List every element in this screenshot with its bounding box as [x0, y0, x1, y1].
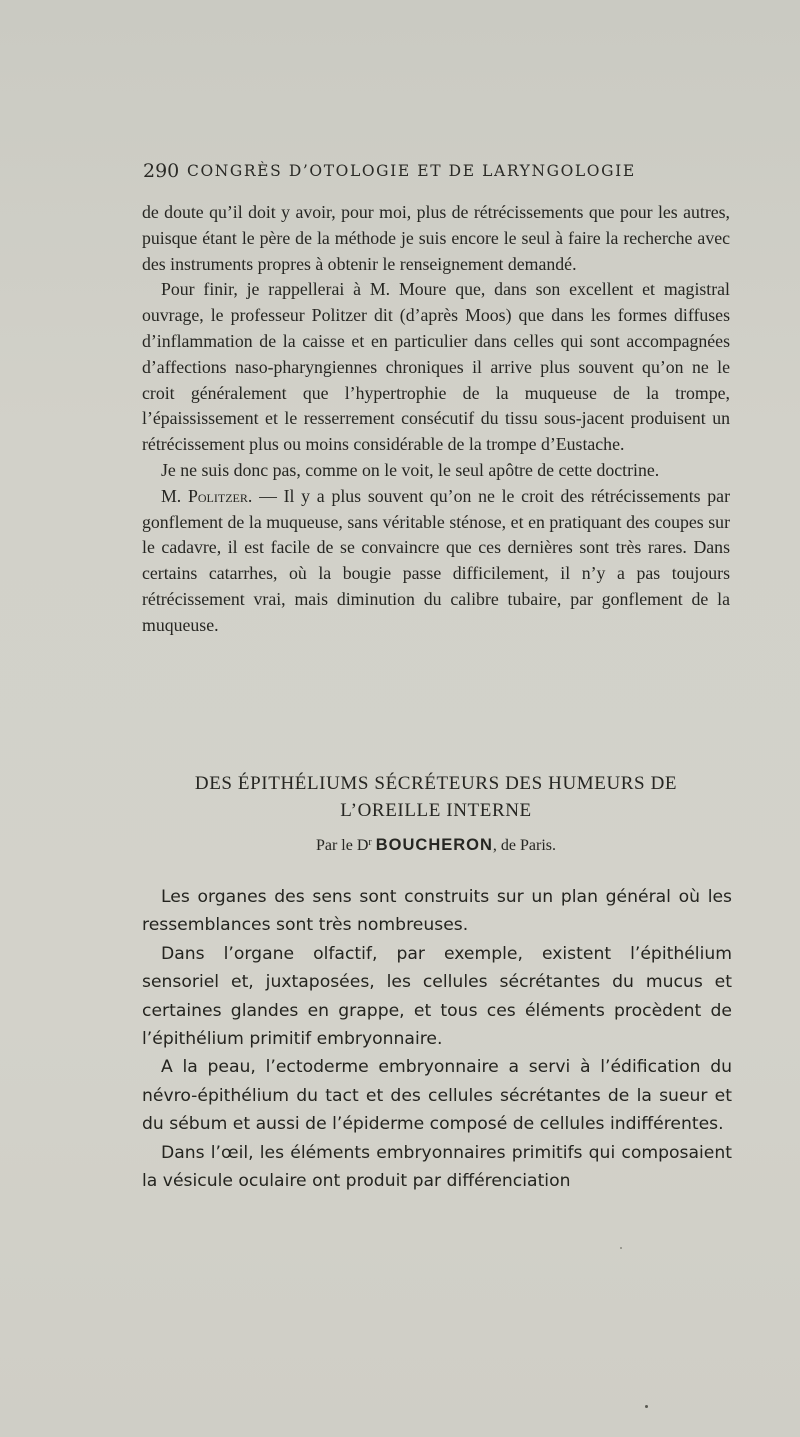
paragraph: A la peau, l’ectoderme embryonnaire a servi à l’édification du névro-épithélium du tact et des cellules sécrétantes de la sueur et du sébum et aussi de l’épiderme composé de cellules indifférentes.	[142, 1057, 732, 1135]
paragraph: de doute qu’il doit y avoir, pour moi, plus de rétrécissements que pour les autres, puisque étant le père de la méthode je suis encore le seul à faire la recherche avec des instruments propres à obtenir le renseignement demandé.	[142, 202, 730, 274]
paragraph: Les organes des sens sont construits sur un plan général où les ressemblances sont très nombreuses.	[142, 887, 732, 936]
paragraph: Pour finir, je rappellerai à M. Moure que, dans son excellent et magistral ouvrage, le professeur Politzer dit (d’après Moos) que dans les formes diffuses d’inflammation de la caisse et en particulier dans celles qui sont accompagnées d’affections naso-pharyngiennes chroniques il arrive plus souvent qu’on ne le croit généralement que l’hypertrophie de la muqueuse de la trompe, l’épaississement et le resserrement consécutif du tissu sous-jacent produisent un rétrécissement plus ou moins considérable de la trompe d’Eustache.	[142, 279, 730, 455]
byline-suffix: , de Paris.	[492, 837, 557, 854]
author-name: BOUCHERON	[375, 836, 493, 854]
paper-speck	[620, 1247, 622, 1249]
running-title: CONGRÈS D’OTOLOGIE ET DE LARYNGOLOGIE	[187, 162, 636, 180]
article-body	[142, 883, 732, 1195]
paragraph	[142, 484, 730, 639]
article-title-line-1: DES ÉPITHÉLIUMS SÉCRÉTEURS DES HUMEURS DE	[194, 773, 678, 794]
article-heading	[142, 770, 730, 855]
page-number: 290	[143, 160, 180, 182]
byline-prefix: Par le D	[315, 837, 369, 854]
speaker-remark: — Il y a plus souvent qu’on ne le croit des rétrécissements par gonflement de la muqueuse, sans véritable sténose, et en pratiquant des coupes sur le cadavre, il est facile de se convaincre que ces dernières sont très rares. Dans certains catarrhes, où la bougie passe difficilement, il n’y a pas toujours rétrécissement vrai, mais diminution du calibre tubaire, par gonflement de la muqueuse.	[142, 485, 730, 635]
speaker-name: M. Politzer.	[161, 485, 253, 506]
discussion-text	[142, 200, 730, 639]
paragraph: Dans l’œil, les éléments embryonnaires primitifs qui composaient la vésicule oculaire ont produit par différenciation	[142, 1142, 732, 1192]
page-header	[143, 160, 743, 190]
byline	[142, 836, 730, 855]
paragraph: Je ne suis donc pas, comme on le voit, le seul apôtre de cette doctrine.	[161, 459, 660, 480]
paragraph: Dans l’organe olfactif, par exemple, existent l’épithélium sensoriel et, juxtaposées, les cellules sécrétantes du mucus et certaines glandes en grappe, et tous ces éléments procèdent de l’épithélium primitif embryonnaire.	[142, 943, 732, 1050]
byline-superscript: r	[368, 837, 372, 848]
article-title-line-2: L’OREILLE INTERNE	[340, 800, 532, 821]
paper-speck	[645, 1405, 648, 1408]
